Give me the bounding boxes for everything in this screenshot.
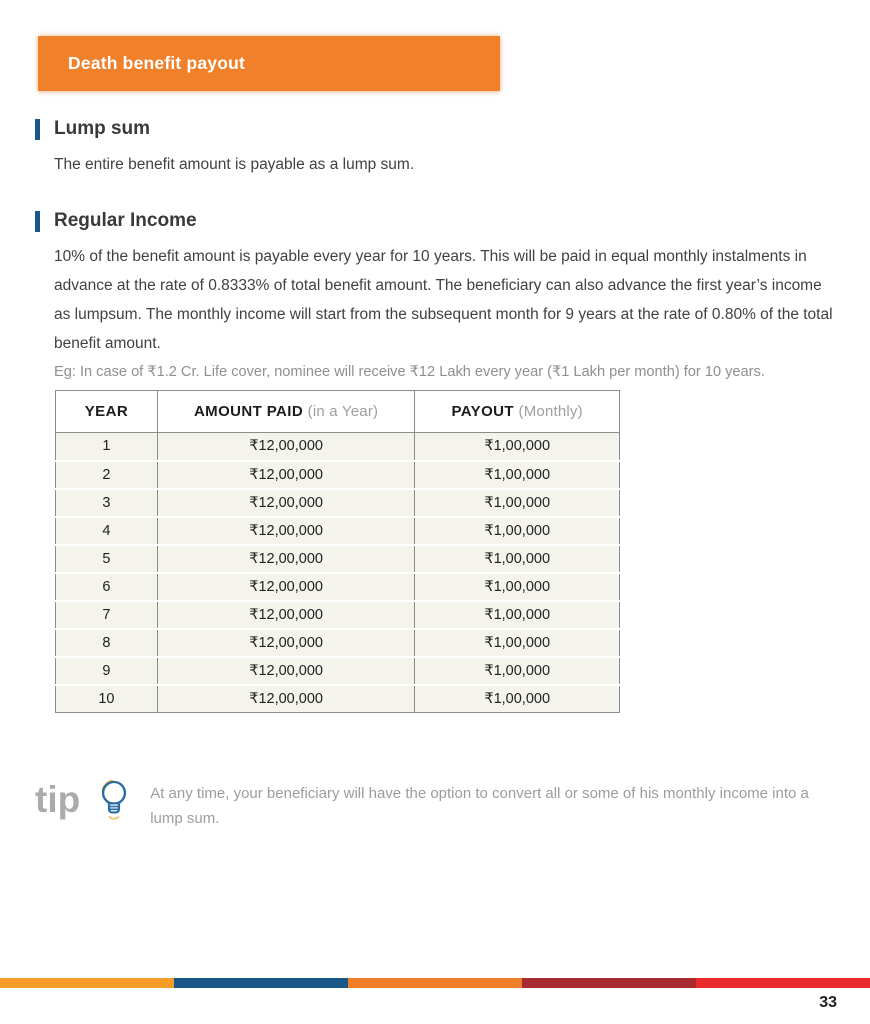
year-cell: 9 [56,657,158,685]
stripe-segment [522,978,696,988]
year-cell: 3 [56,489,158,517]
payout-cell: ₹1,00,000 [415,433,620,461]
payout-cell: ₹1,00,000 [415,461,620,489]
table-row [56,629,620,657]
amount-paid-cell: ₹12,00,000 [157,461,415,489]
death-benefit-banner [38,36,500,91]
amount-paid-column-header [157,391,415,433]
payout-cell: ₹1,00,000 [415,629,620,657]
tip-text: At any time, your beneficiary will have the option to convert all or some of his monthly income into a lump sum. [150,785,809,827]
year-column-header [56,391,158,433]
amount-paid-cell: ₹12,00,000 [157,489,415,517]
footer-stripe [0,978,870,988]
year-cell: 1 [56,433,158,461]
table-row [56,517,620,545]
year-cell: 10 [56,685,158,713]
regular-income-example: Eg: In case of ₹1.2 Cr. Life cover, nominee will receive ₹12 Lakh every year (₹1 Lakh per month) for 10 years. [54,364,765,380]
regular-income-heading: Regular Income [54,210,197,231]
payout-cell: ₹1,00,000 [415,545,620,573]
payout-cell: ₹1,00,000 [415,601,620,629]
heading-accent-bar [35,211,40,232]
lump-sum-body: The entire benefit amount is payable as a lump sum. [54,156,415,173]
stripe-segment [348,978,522,988]
payout-header-label: PAYOUT [451,403,514,420]
year-cell: 5 [56,545,158,573]
amount-paid-cell: ₹12,00,000 [157,685,415,713]
table-header-row [56,391,620,433]
lightbulb-icon [94,776,134,833]
tip-label: tip [35,779,81,820]
amount-paid-cell: ₹12,00,000 [157,433,415,461]
lump-sum-heading-row [35,118,835,140]
payout-table-body [56,433,620,713]
amount-paid-cell: ₹12,00,000 [157,657,415,685]
payout-table [55,390,620,713]
stripe-segment [696,978,870,988]
year-cell: 4 [56,517,158,545]
year-cell: 6 [56,573,158,601]
amount-paid-header-subtext: (in a Year) [307,403,379,420]
heading-accent-bar [35,119,40,140]
payout-cell: ₹1,00,000 [415,657,620,685]
payout-header-subtext: (Monthly) [518,403,583,420]
payout-cell: ₹1,00,000 [415,489,620,517]
section-lump-sum [35,118,835,179]
amount-paid-cell: ₹12,00,000 [157,545,415,573]
regular-income-heading-row [35,210,835,232]
table-row [56,489,620,517]
amount-paid-cell: ₹12,00,000 [157,573,415,601]
table-row [56,461,620,489]
payout-column-header [415,391,620,433]
banner-title: Death benefit payout [68,53,246,73]
year-cell: 8 [56,629,158,657]
stripe-segment [0,978,174,988]
table-row [56,601,620,629]
amount-paid-cell: ₹12,00,000 [157,517,415,545]
table-row [56,685,620,713]
tip-section [35,772,835,833]
year-cell: 2 [56,461,158,489]
table-row [56,545,620,573]
section-regular-income [35,210,835,384]
payout-cell: ₹1,00,000 [415,517,620,545]
year-cell: 7 [56,601,158,629]
stripe-segment [174,978,348,988]
regular-income-body: 10% of the benefit amount is payable every year for 10 years. This will be paid in equal monthly instalments in advance at the rate of 0.8333% of total benefit amount. The beneficiary can also advance the first year’s income as lumpsum. The monthly income will start from the subsequent month for 9 years at the rate of 0.80% of the total benefit amount. [54,248,833,352]
amount-paid-header-label: AMOUNT PAID [193,403,304,420]
table-row [56,573,620,601]
page-number: 33 [819,994,837,1011]
amount-paid-cell: ₹12,00,000 [157,601,415,629]
year-header-label: YEAR [84,403,129,420]
lump-sum-heading: Lump sum [54,118,151,139]
table-row [56,433,620,461]
payout-cell: ₹1,00,000 [415,685,620,713]
payout-cell: ₹1,00,000 [415,573,620,601]
amount-paid-cell: ₹12,00,000 [157,629,415,657]
table-row [56,657,620,685]
